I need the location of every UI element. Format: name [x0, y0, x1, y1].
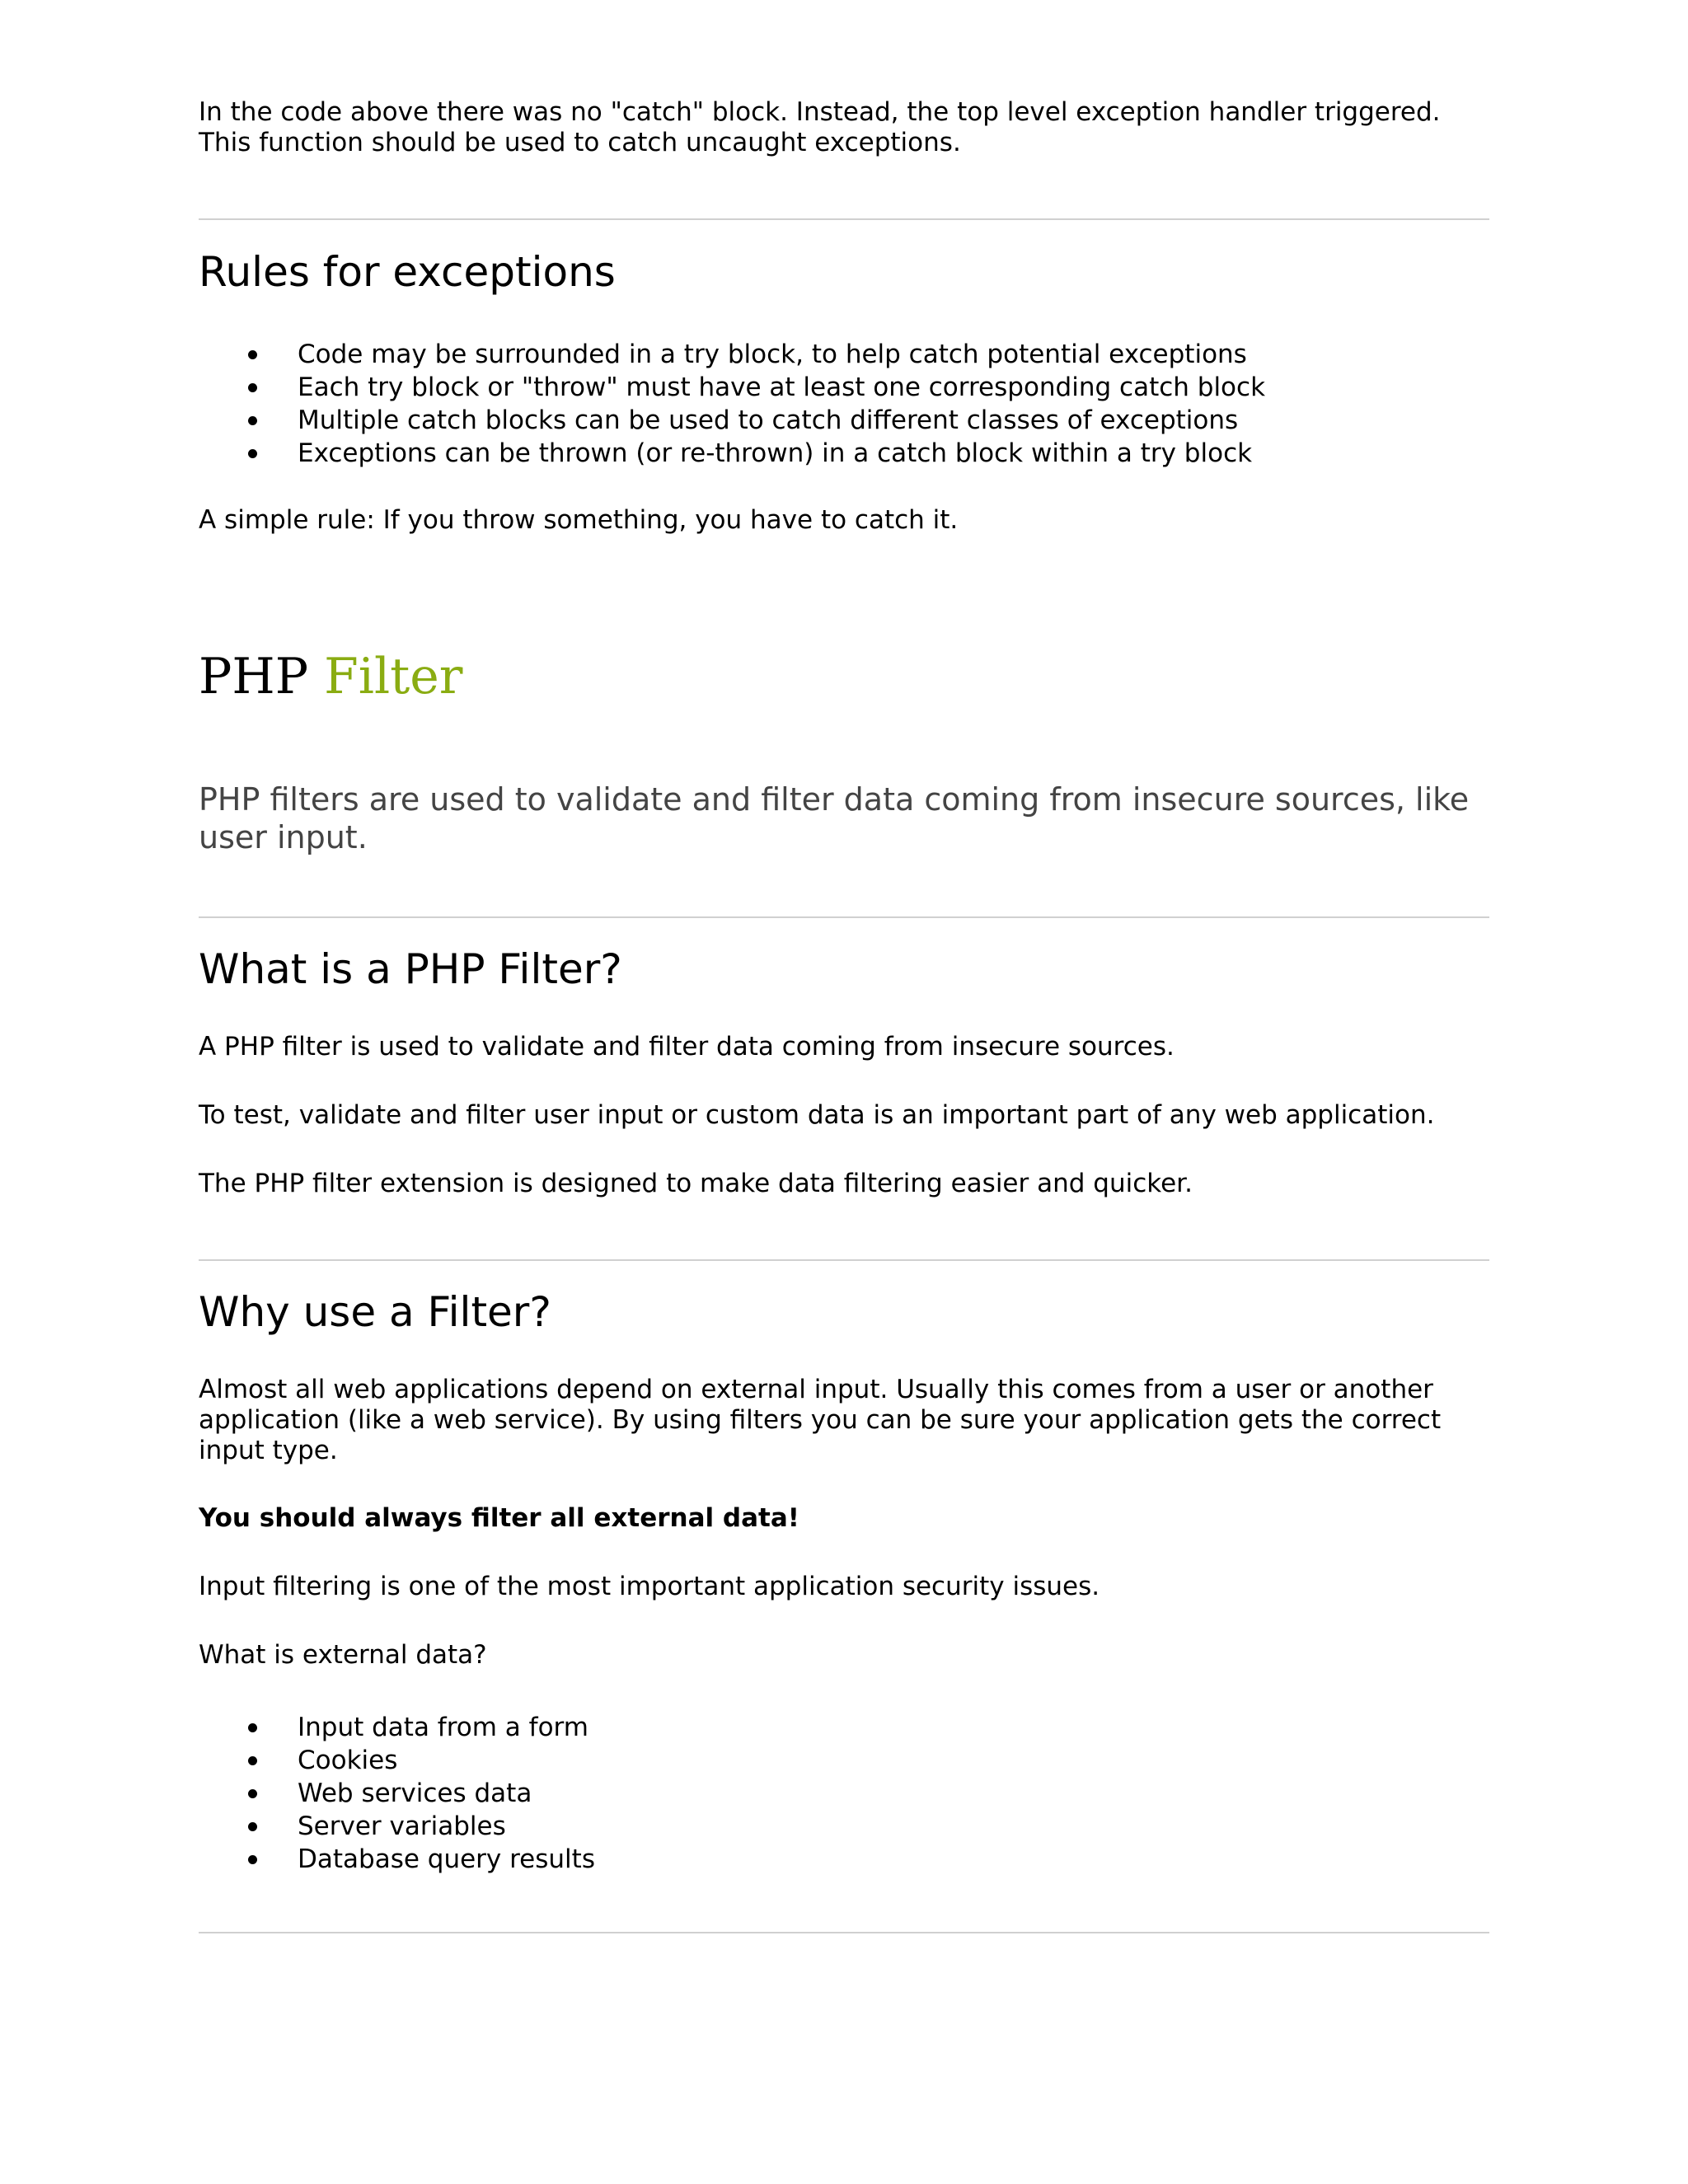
list-item: Multiple catch blocks can be used to catch different classes of exceptions: [199, 404, 1489, 437]
list-item: Input data from a form: [199, 1711, 1489, 1744]
list-item: Web services data: [199, 1777, 1489, 1810]
bullet-icon: [248, 416, 257, 425]
what-is-paragraph-1: A PHP filter is used to validate and filter data coming from insecure sources.: [199, 1032, 1175, 1062]
bullet-icon: [248, 383, 257, 392]
what-is-heading: What is a PHP Filter?: [199, 945, 622, 993]
why-use-bold-note: You should always filter all external data!: [199, 1503, 799, 1533]
section-divider: [199, 916, 1489, 918]
section-divider: [199, 1259, 1489, 1261]
list-item: Database query results: [199, 1843, 1489, 1876]
bullet-icon: [248, 1723, 257, 1732]
what-is-paragraph-3: The PHP filter extension is designed to make data filtering easier and quicker.: [199, 1169, 1193, 1198]
why-use-paragraph-3: What is external data?: [199, 1640, 487, 1670]
bullet-icon: [248, 1789, 257, 1798]
why-use-heading: Why use a Filter?: [199, 1288, 551, 1336]
list-item: Each try block or "throw" must have at least one corresponding catch block: [199, 371, 1489, 404]
list-item: Server variables: [199, 1810, 1489, 1843]
list-item: Cookies: [199, 1744, 1489, 1777]
section-divider: [199, 218, 1489, 220]
title-php: PHP: [199, 648, 309, 705]
external-data-list: [199, 1711, 1489, 1876]
rules-heading: Rules for exceptions: [199, 248, 616, 296]
why-use-paragraph-2: Input filtering is one of the most important application security issues.: [199, 1572, 1100, 1601]
bullet-icon: [248, 449, 257, 458]
title-filter: Filter: [324, 648, 463, 705]
bullet-icon: [248, 1756, 257, 1765]
exception-handler-paragraph: In the code above there was no "catch" block. Instead, the top level exception handler triggered. This function should be used to catch uncaught exceptions.: [199, 97, 1441, 157]
intro-paragraph: PHP filters are used to validate and filter data coming from insecure sources, like user input.: [199, 781, 1470, 855]
bullet-icon: [248, 1822, 257, 1831]
bullet-icon: [248, 1855, 257, 1864]
bullet-icon: [248, 350, 257, 359]
why-use-paragraph-1: Almost all web applications depend on external input. Usually this comes from a user or another application (like a web service). By using filters you can be sure your application gets the correct input type.: [199, 1375, 1442, 1465]
section-divider: [199, 1932, 1489, 1933]
simple-rule-paragraph: A simple rule: If you throw something, you have to catch it.: [199, 505, 959, 535]
page-title: [199, 648, 1489, 705]
list-item: Exceptions can be thrown (or re-thrown) in a catch block within a try block: [199, 437, 1489, 470]
what-is-paragraph-2: To test, validate and filter user input or custom data is an important part of any web application.: [199, 1100, 1435, 1130]
rules-list: [199, 338, 1489, 470]
list-item: Code may be surrounded in a try block, to help catch potential exceptions: [199, 338, 1489, 371]
